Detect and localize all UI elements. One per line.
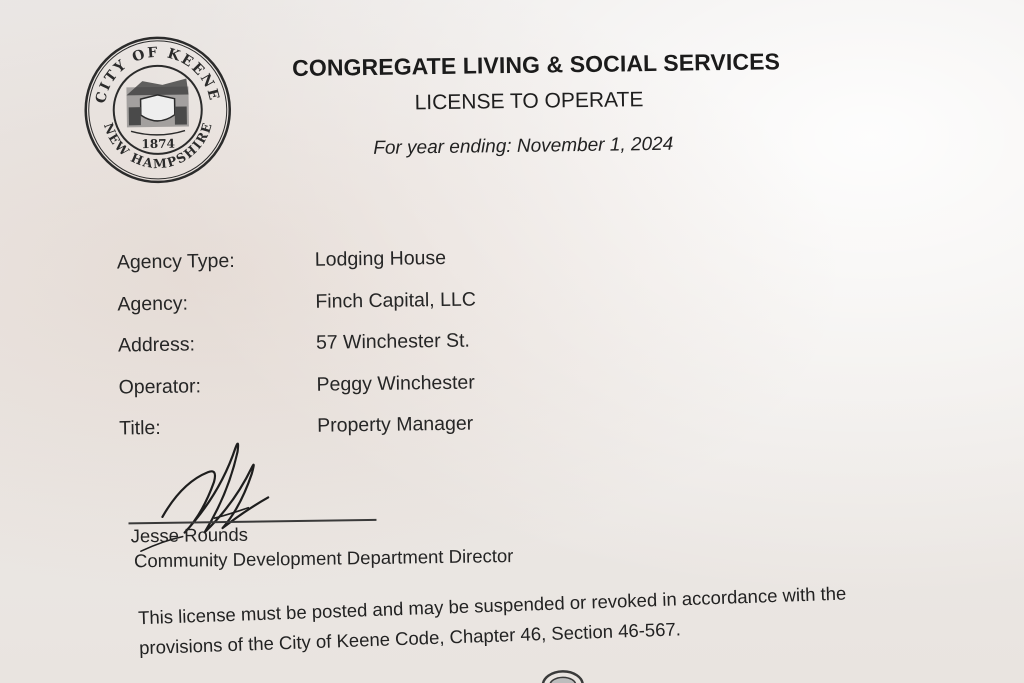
field-label: Operator: — [118, 374, 202, 398]
license-fields — [117, 246, 540, 459]
signer-name: Jesse Rounds — [130, 523, 249, 547]
year-ending: For year ending: November 1, 2024 — [373, 133, 674, 159]
notice-line-1: This license must be posted and may be suspended or revoked in accordance with the — [137, 582, 847, 629]
field-label: Title: — [119, 416, 161, 440]
field-agency-type — [117, 246, 538, 293]
partial-stamp-icon — [538, 659, 587, 683]
field-value: Lodging House — [314, 246, 447, 271]
field-value: Finch Capital, LLC — [315, 288, 476, 313]
city-seal-logo — [82, 34, 234, 186]
seal-icon — [82, 34, 234, 186]
signer-title: Community Development Department Director — [133, 545, 514, 572]
field-address — [118, 329, 539, 376]
svg-text:1874: 1874 — [141, 136, 176, 152]
field-label: Agency Type: — [116, 249, 235, 274]
field-operator — [118, 370, 539, 417]
notice-line-2: provisions of the City of Keene Code, Chapter 46, Section 46-567. — [138, 618, 682, 659]
svg-text:NEW HAMPSHIRE: NEW HAMPSHIRE — [100, 119, 215, 172]
svg-text:CITY OF KEENE: CITY OF KEENE — [92, 44, 223, 105]
license-subtitle: LICENSE TO OPERATE — [414, 88, 644, 115]
license-title: CONGREGATE LIVING & SOCIAL SERVICES — [291, 48, 781, 82]
field-value: Property Manager — [317, 412, 474, 437]
field-agency — [117, 287, 538, 334]
field-label: Address: — [117, 333, 196, 357]
field-value: 57 Winchester St. — [315, 329, 471, 354]
field-value: Peggy Winchester — [316, 371, 475, 396]
posting-notice — [138, 574, 970, 663]
field-label: Agency: — [117, 292, 189, 316]
